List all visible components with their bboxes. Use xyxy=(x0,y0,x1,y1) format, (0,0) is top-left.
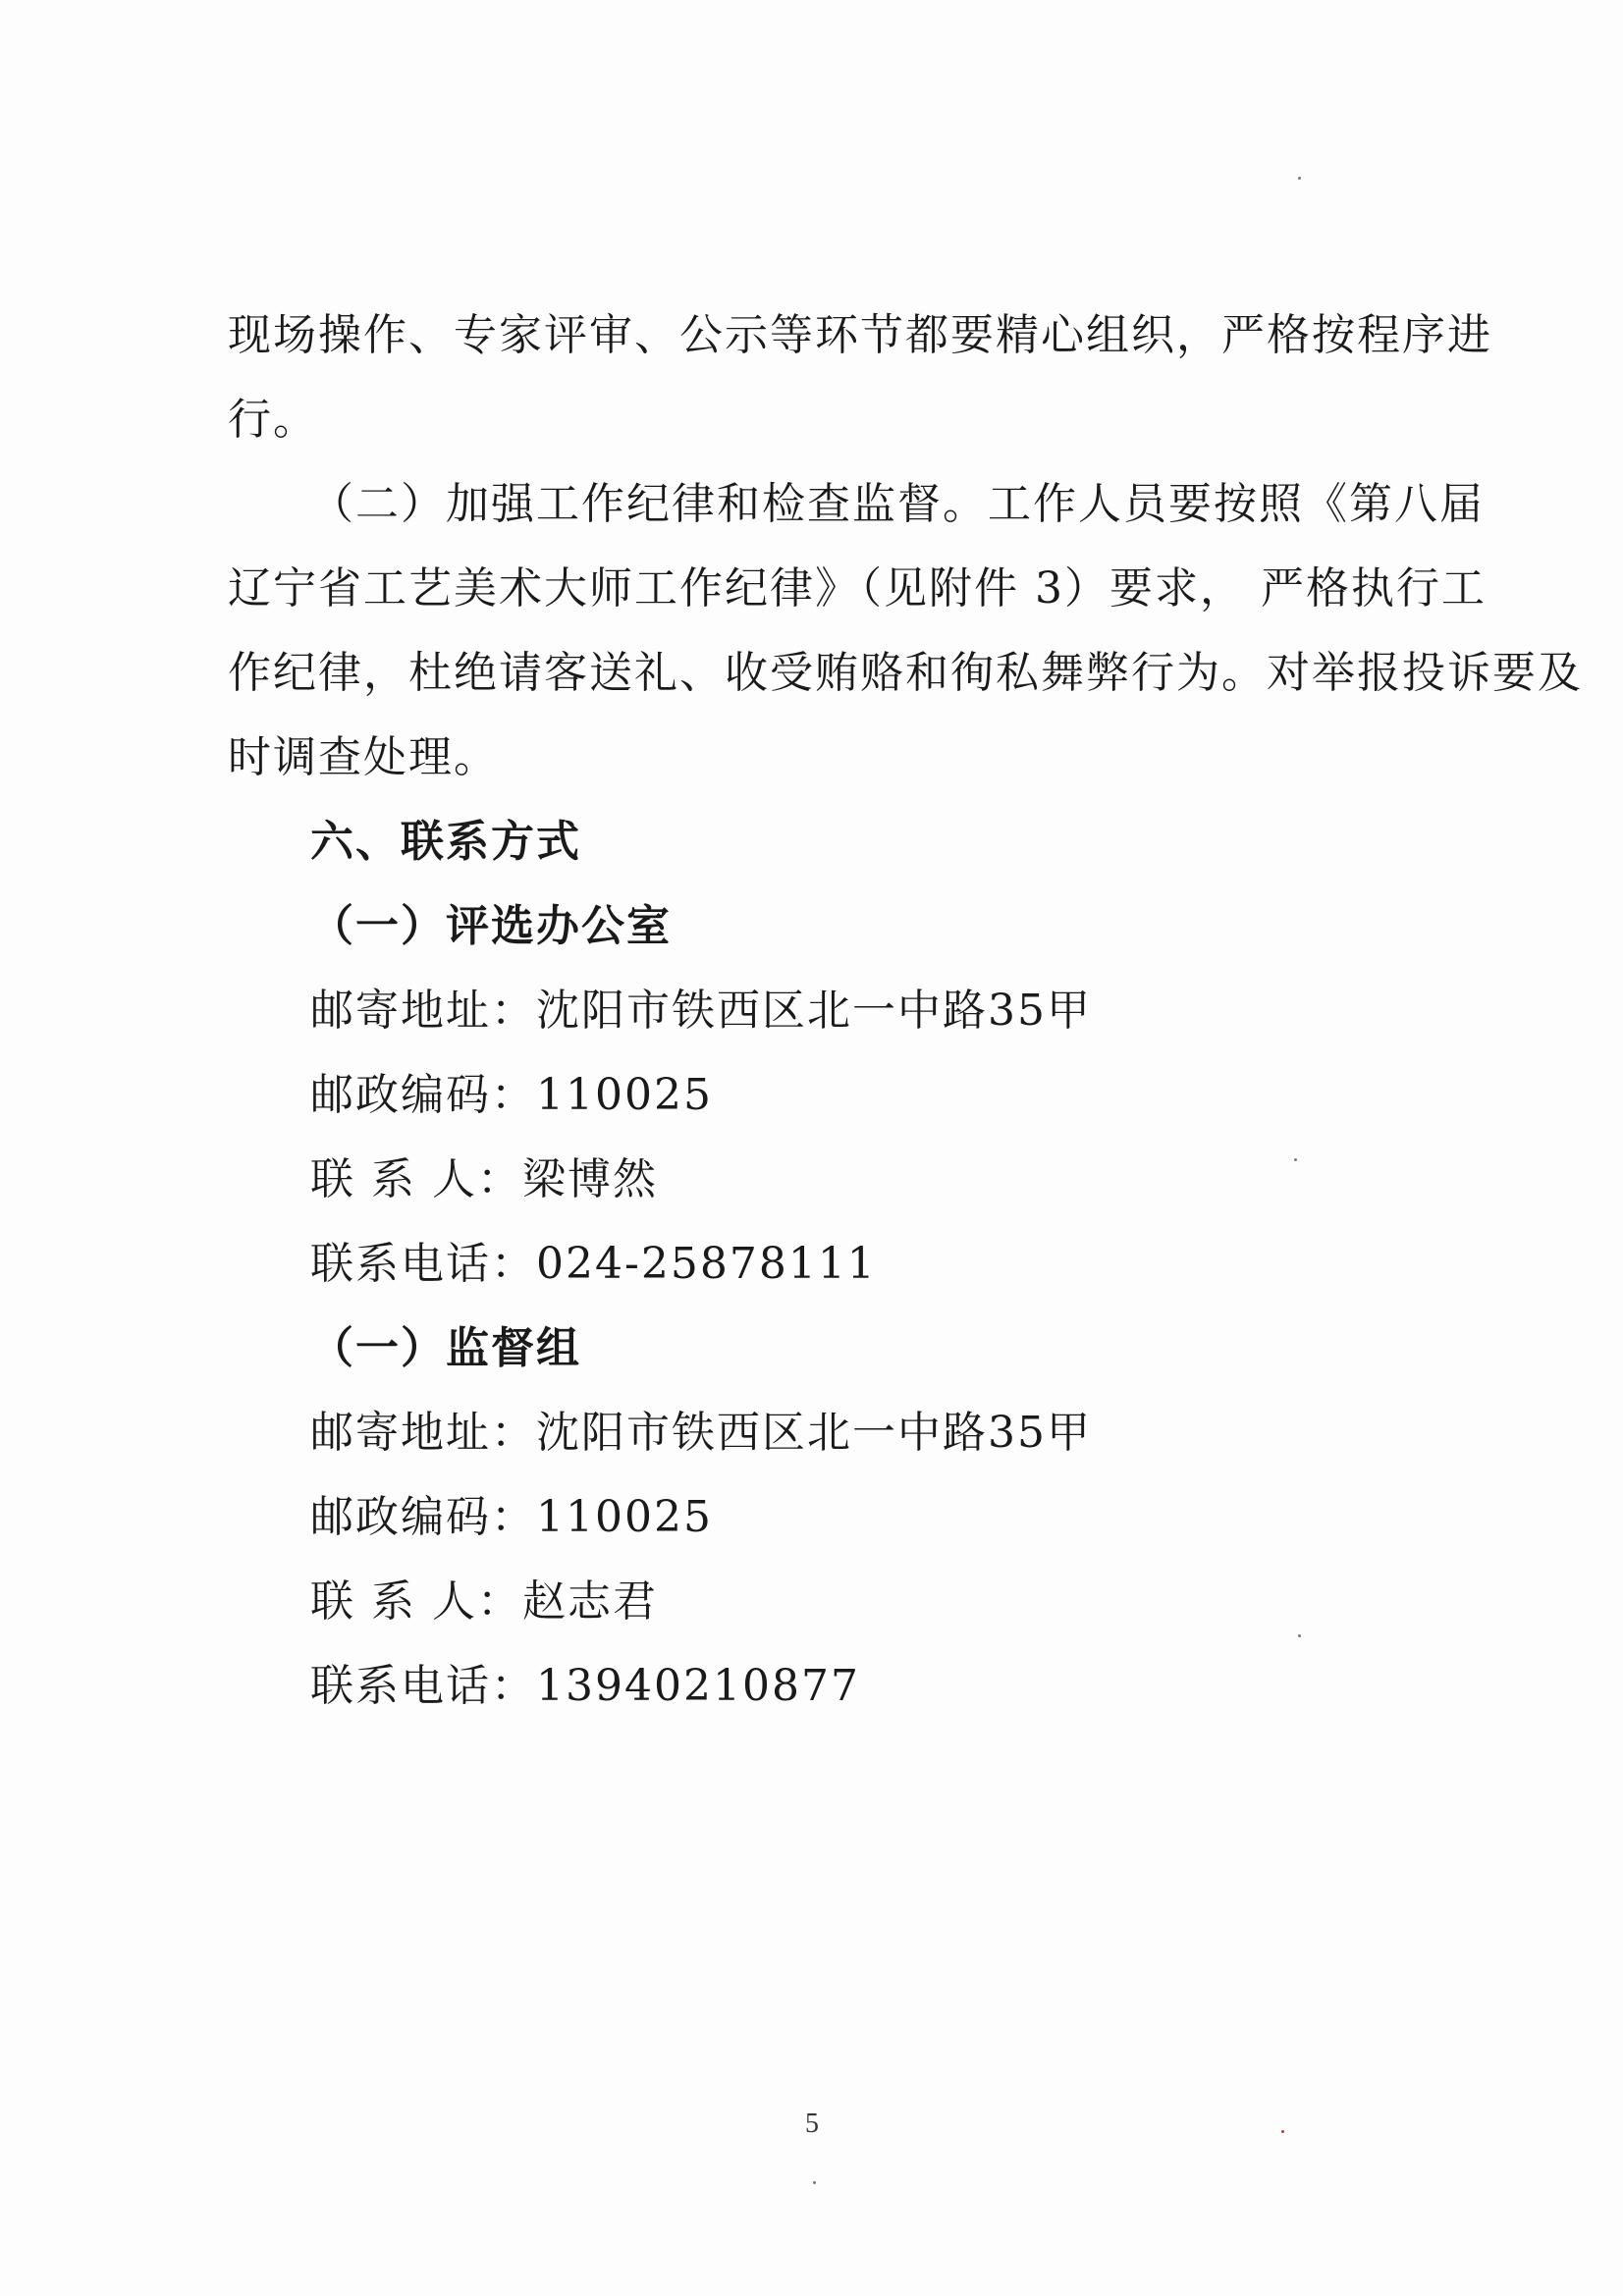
page-number: 5 xyxy=(805,2109,819,2139)
supervision-heading: （一）监督组 xyxy=(310,1323,581,1373)
office-postcode-value: 110025 xyxy=(536,1070,713,1120)
supervision-address-value: 沈阳市铁西区北一中路35甲 xyxy=(536,1408,1092,1458)
supervision-postcode-label: 邮政编码： xyxy=(310,1492,536,1542)
paragraph-1-line-2: 行。 xyxy=(228,395,318,445)
scan-speck xyxy=(1294,1158,1297,1161)
office-postcode-row xyxy=(310,1066,713,1125)
paragraph-2-line-1: （二）加强工作纪律和检查监督。工作人员要按照《第八届 xyxy=(310,479,1485,529)
scan-speck xyxy=(1298,177,1301,180)
office-contact-row xyxy=(310,1150,658,1209)
supervision-postcode-row xyxy=(310,1488,713,1547)
scan-speck xyxy=(1281,2130,1284,2133)
supervision-phone-label: 联系电话： xyxy=(310,1661,536,1711)
supervision-phone-row xyxy=(310,1657,860,1716)
office-phone-label: 联系电话： xyxy=(310,1239,536,1289)
paragraph-2-line-2: 辽宁省工艺美术大师工作纪律》（见附件 3）要求， 严格执行工 xyxy=(228,563,1487,614)
office-phone-row xyxy=(310,1235,877,1294)
supervision-address-label: 邮寄地址： xyxy=(310,1408,536,1458)
office-contact-value: 梁博然 xyxy=(521,1154,658,1204)
paragraph-2-line-3: 作纪律，杜绝请客送礼、收受贿赂和徇私舞弊行为。对举报投诉要及 xyxy=(228,648,1583,698)
supervision-contact-value: 赵志君 xyxy=(521,1576,658,1627)
supervision-postcode-value: 110025 xyxy=(536,1492,713,1542)
scan-speck xyxy=(1298,1634,1301,1637)
section-heading-contact: 六、联系方式 xyxy=(310,817,581,867)
office-address-row xyxy=(310,982,1092,1041)
office-address-label: 邮寄地址： xyxy=(310,986,536,1036)
supervision-contact-row xyxy=(310,1573,658,1631)
office-contact-label: 联 系 人： xyxy=(310,1154,522,1204)
office-address-value: 沈阳市铁西区北一中路35甲 xyxy=(536,986,1092,1036)
scan-speck xyxy=(813,2181,816,2184)
office-phone-value: 024-25878111 xyxy=(536,1239,877,1289)
supervision-phone-value: 13940210877 xyxy=(536,1661,860,1711)
office-postcode-label: 邮政编码： xyxy=(310,1070,536,1120)
paragraph-2-line-4: 时调查处理。 xyxy=(228,732,499,782)
supervision-contact-label: 联 系 人： xyxy=(310,1576,522,1627)
office-heading: （一）评选办公室 xyxy=(310,901,672,951)
paragraph-1-line-1: 现场操作、专家评审、公示等环节都要精心组织，严格按程序进 xyxy=(228,310,1492,360)
supervision-address-row xyxy=(310,1404,1092,1463)
